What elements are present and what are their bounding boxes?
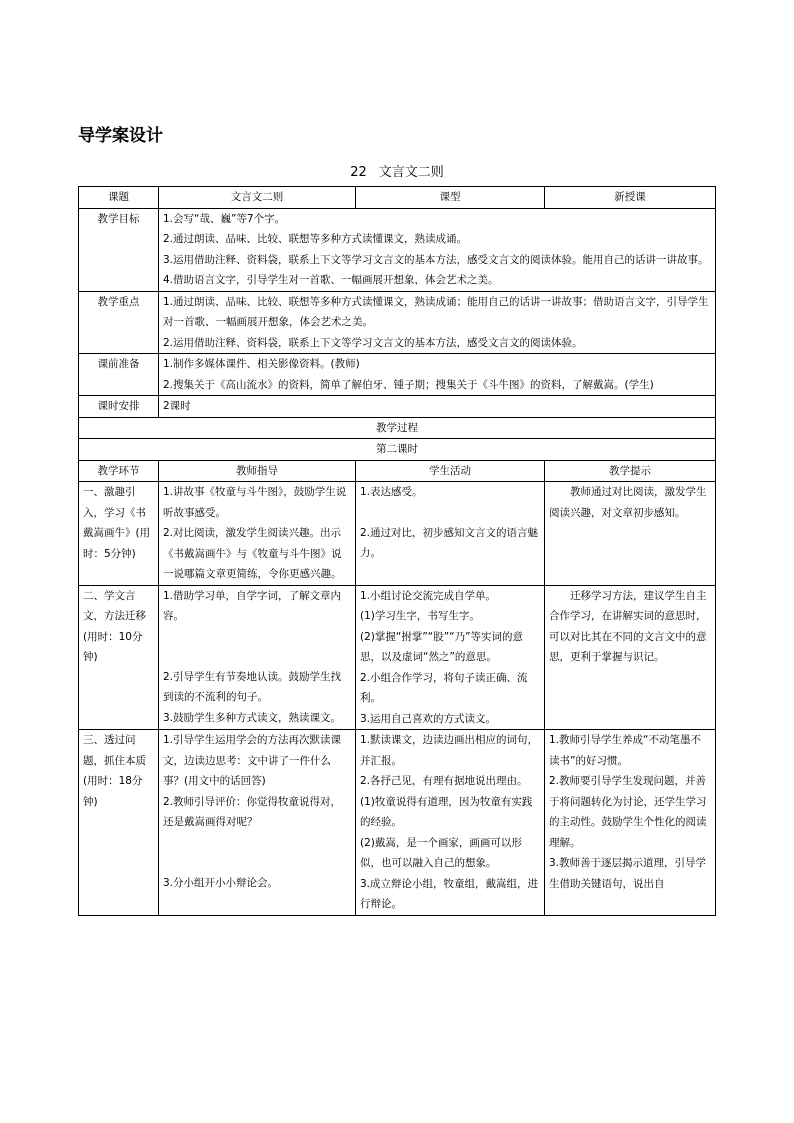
stage-row	[79, 585, 716, 730]
student-activity	[356, 730, 545, 916]
teaching-hint	[545, 482, 716, 586]
schedule-row	[79, 396, 716, 418]
stage-row	[79, 730, 716, 916]
process-title: 教学过程	[79, 417, 716, 439]
period-title: 第二课时	[79, 439, 716, 461]
lesson-plan-table	[78, 186, 716, 916]
keypoints-content	[159, 291, 716, 354]
column-header-row	[79, 460, 716, 482]
teacher-item: 1.借助学习单，自学字词，了解文章内容。	[163, 589, 342, 622]
student-item: 3.运用自己喜欢的方式读文。	[360, 712, 497, 725]
period-title-row	[79, 439, 716, 461]
keypoint-item: 2.运用借助注释、资料袋，联系上下文等学习文言文的基本方法，感受文言文的阅读体验。	[163, 336, 583, 349]
teacher-item: 3.鼓励学生多种方式读文，熟读课文。	[163, 711, 342, 724]
goals-row	[79, 208, 716, 291]
teacher-item: 2.引导学生有节奏地认读。鼓励学生找到读的不流利的句子。	[163, 670, 342, 703]
keypoints-label: 教学重点	[79, 291, 159, 354]
keypoints-row	[79, 291, 716, 354]
teaching-hint	[545, 585, 716, 730]
column-header-teacher: 教师指导	[159, 460, 356, 482]
goals-content	[159, 208, 716, 291]
process-title-row	[79, 417, 716, 439]
header-row	[79, 187, 716, 209]
prep-label: 课前准备	[79, 354, 159, 396]
schedule-label: 课时安排	[79, 396, 159, 418]
course-type-label: 课型	[356, 187, 545, 209]
spacer	[163, 647, 351, 667]
student-item: 1.表达感受。	[360, 486, 423, 498]
teacher-item: 3.分小组开小小辩论会。	[163, 876, 279, 889]
goal-item: 2.通过朗读、品味、比较、联想等多种方式读懂课文，熟读成诵。	[163, 233, 468, 245]
stage-row	[79, 482, 716, 586]
student-item: 2.小组合作学习，将句子读正确、流利。	[360, 671, 528, 704]
teacher-guidance	[159, 585, 356, 730]
stage-name: 二、学文言文，方法迁移(用时：10分钟)	[79, 585, 159, 730]
student-item: 1.默读课文，边读边画出相应的词句，并汇报。	[360, 734, 539, 767]
teacher-guidance	[159, 482, 356, 586]
teacher-item: 1.讲故事《牧童与斗牛图》，鼓励学生说听故事感受。	[163, 486, 347, 519]
hint-text: 迁移学习方法，建议学生自主合作学习，在讲解实词的意思时，可以对比其在不同的文言文中的意思，更利于掌握与识记。	[549, 589, 707, 663]
teacher-item: 2.教师引导评价：你觉得牧童说得对，还是戴嵩画得对呢？	[163, 795, 342, 828]
course-title-value: 文言文二则	[159, 187, 356, 209]
spacer	[360, 503, 540, 523]
hint-item: 1.教师引导学生养成“不动笔墨不读书”的好习惯。	[549, 734, 701, 767]
goal-item: 4.借助语言文字，引导学生对一首歌、一幅画展开想象，体会艺术之美。	[163, 274, 499, 286]
goal-item: 1.会写“哉、巍”等7个字。	[163, 212, 286, 225]
student-activity	[356, 585, 545, 730]
goals-label: 教学目标	[79, 208, 159, 291]
student-item: 2.通过对比，初步感知文言文的语言魅力。	[360, 526, 539, 559]
teacher-guidance	[159, 730, 356, 916]
prep-item: 1.制作多媒体课件、相关影像资料。(教师)	[163, 358, 360, 370]
prep-content	[159, 354, 716, 396]
schedule-value: 2课时	[159, 396, 716, 418]
prep-row	[79, 354, 716, 396]
student-item: (2)戴嵩，是一个画家，画画可以形似，也可以融入自己的想象。	[360, 836, 522, 869]
document-title: 导学案设计	[78, 126, 163, 146]
student-item: (1)牧童说得有道理，因为牧童有实践的经验。	[360, 795, 533, 828]
stage-name: 一、激趣引入，学习《书戴嵩画牛》(用时：5分钟)	[79, 482, 159, 586]
spacer	[163, 853, 351, 873]
hint-item: 3.教师善于逐层揭示道理，引导学生借助关键语句，说出自	[549, 857, 707, 890]
student-activity	[356, 482, 545, 586]
goal-item: 3.运用借助注释、资料袋，联系上下文等学习文言文的基本方法，感受文言文的阅读体验。能用自己的话讲一讲故事。	[163, 253, 709, 266]
teaching-hint	[545, 730, 716, 916]
lesson-name: 文言文二则	[378, 165, 444, 180]
student-item: 2.各抒己见，有理有据地说出理由。	[360, 775, 528, 787]
lesson-title	[0, 161, 794, 180]
student-item: (2)掌握“拊掌”“股”“乃”等实词的意思，以及虚词“然之”的意思。	[360, 630, 524, 663]
student-item: 1.小组讨论交流完成自学单。	[360, 589, 497, 602]
spacer	[163, 627, 351, 647]
column-header-hint: 教学提示	[545, 460, 716, 482]
student-item: 3.成立辩论小组，牧童组，戴嵩组，进行辩论。	[360, 877, 539, 910]
spacer	[163, 833, 351, 853]
prep-item: 2.搜集关于《高山流水》的资料，简单了解伯牙、锺子期；搜集关于《斗牛图》的资料，了解戴嵩。(学生)	[163, 378, 654, 391]
column-header-student: 学生活动	[356, 460, 545, 482]
student-item: (1)学习生字，书写生字。	[360, 610, 480, 622]
keypoint-item: 1.通过朗读、品味、比较、联想等多种方式读懂课文，熟读成诵；能用自己的话讲一讲故事；借助语言文字，引导学生对一首歌、一幅画展开想象，体会艺术之美。	[163, 295, 709, 328]
column-header-stage: 教学环节	[79, 460, 159, 482]
course-title-label: 课题	[79, 187, 159, 209]
hint-text: 教师通过对比阅读，激发学生阅读兴趣，对文章初步感知。	[549, 486, 707, 519]
stage-name: 三、透过问题，抓住本质(用时：18分钟)	[79, 730, 159, 916]
hint-item: 2.教师要引导学生发现问题，并善于将问题转化为讨论，还学生学习的主动性。鼓励学生个性化的阅读理解。	[549, 775, 707, 849]
course-type-value: 新授课	[545, 187, 716, 209]
teacher-item: 1.引导学生运用学会的方法再次默读课文，边读边思考：文中讲了一件什么事？(用文中的话回答)	[163, 734, 342, 787]
lesson-number: 22	[350, 165, 367, 180]
teacher-item: 2.对比阅读，激发学生阅读兴趣。出示《书戴嵩画牛》与《牧童与斗牛图》说一说哪篇文章更简练，令你更感兴趣。	[163, 527, 342, 580]
